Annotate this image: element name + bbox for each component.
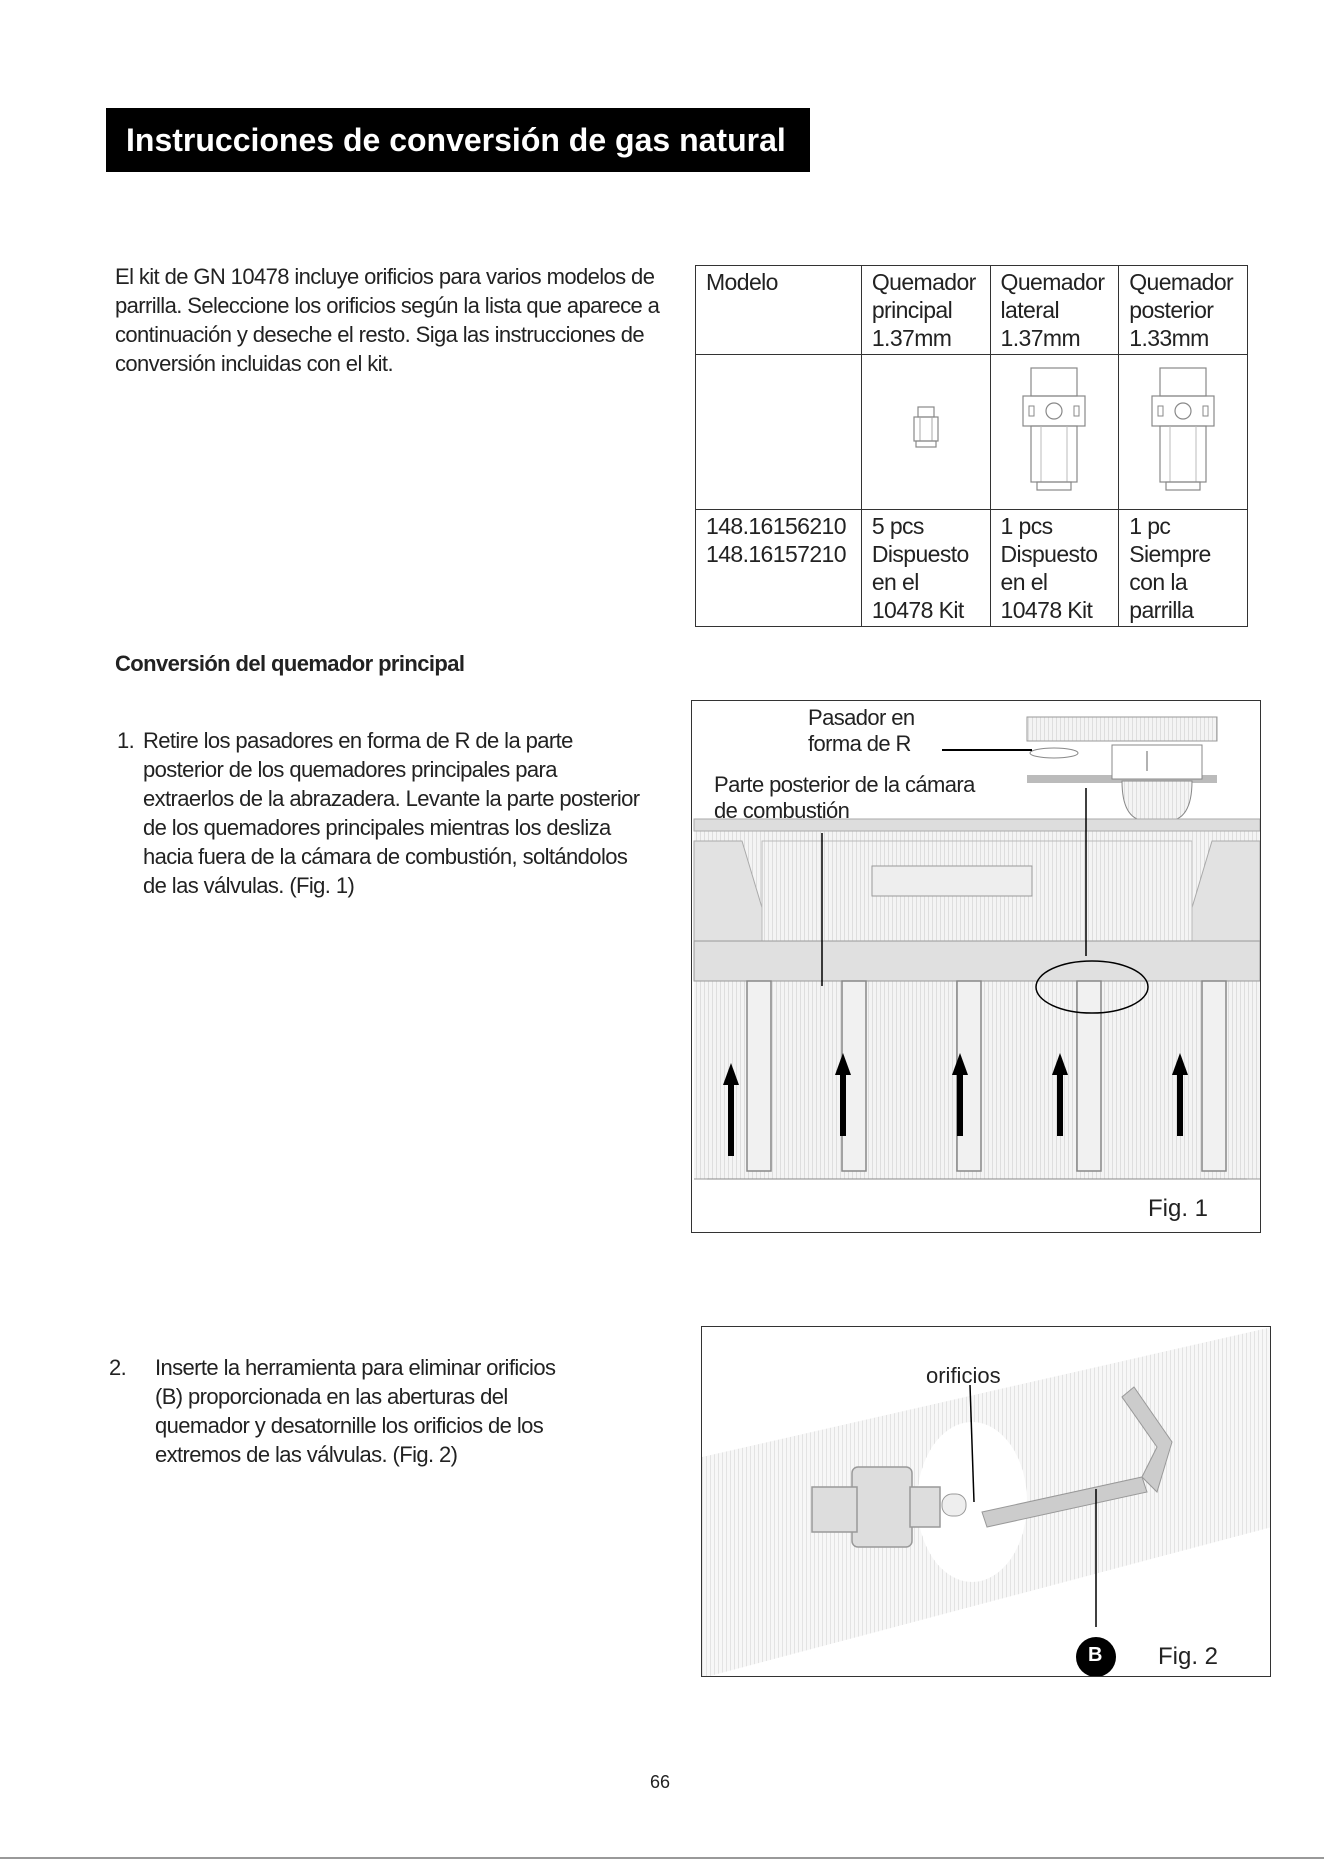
pin-label bbox=[808, 705, 915, 757]
large-orifice-icon bbox=[1148, 364, 1218, 494]
cell-line: Dispuesto bbox=[871, 541, 969, 567]
cell-line: 5 pcs bbox=[871, 513, 924, 539]
figure-caption: Fig. 1 bbox=[1148, 1195, 1209, 1222]
header-line: Quemador bbox=[1000, 269, 1105, 295]
header-line: principal bbox=[871, 297, 953, 323]
step-1 bbox=[117, 726, 657, 916]
figure-caption: Fig. 2 bbox=[1158, 1643, 1219, 1670]
step-text: Retire los pasadores en forma de R de la parte posterior de los quemadores principales para extraerlos de la abrazadera. Levante la parte posterior de los quemadores principales mientras los desliza hacia fuera de la cámara de combustión, soltándolos de las válvulas. (Fig. 1) bbox=[143, 728, 640, 898]
orifice-table bbox=[695, 265, 1248, 627]
large-orifice-icon bbox=[1019, 364, 1089, 494]
rear-burner-cell bbox=[1119, 510, 1248, 627]
badge-b: B bbox=[1088, 1644, 1103, 1666]
page-number: 66 bbox=[650, 1772, 671, 1792]
header-side-burner bbox=[990, 266, 1119, 355]
page-title: Instrucciones de conversión de gas natural bbox=[106, 108, 810, 172]
model-cell bbox=[696, 510, 862, 627]
header-model bbox=[696, 266, 862, 355]
label-line: forma de R bbox=[808, 731, 911, 756]
table-header-row bbox=[696, 266, 1248, 355]
cell-line: parrilla bbox=[1129, 597, 1194, 623]
table-data-row bbox=[696, 510, 1248, 627]
step-text: Inserte la herramienta para eliminar orificios (B) proporcionada en las aberturas del quemador y desatornille los orificios de los extremos de las válvulas. (Fig. 2) bbox=[155, 1355, 556, 1467]
step-number: 1. bbox=[117, 728, 135, 753]
main-burner-cell bbox=[861, 510, 990, 627]
header-line: Quemador bbox=[1129, 269, 1234, 295]
cell-line: Dispuesto bbox=[1000, 541, 1098, 567]
section-heading: Conversión del quemador principal bbox=[115, 651, 465, 676]
header-line: lateral bbox=[1000, 297, 1059, 323]
chamber-label bbox=[714, 772, 975, 824]
bottom-rule bbox=[0, 1857, 1324, 1859]
intro-paragraph: El kit de GN 10478 incluye orificios para varios modelos de parrilla. Seleccione los orificios según la lista que aparece a continuación y deseche el resto. Siga las instrucciones de conversión incluidas con el kit. bbox=[115, 264, 660, 376]
main-orifice-cell bbox=[861, 355, 990, 510]
header-line: Quemador bbox=[871, 269, 976, 295]
header-line: 1.33mm bbox=[1129, 325, 1209, 351]
small-orifice-icon bbox=[906, 399, 946, 459]
side-orifice-cell bbox=[990, 355, 1119, 510]
header-line: Modelo bbox=[706, 269, 778, 295]
header-line: posterior bbox=[1129, 297, 1214, 323]
label-line: Pasador en bbox=[808, 705, 915, 730]
side-burner-cell bbox=[990, 510, 1119, 627]
cell-line: 148.16157210 bbox=[706, 541, 846, 567]
header-main-burner bbox=[861, 266, 990, 355]
step-number: 2. bbox=[109, 1355, 127, 1380]
header-line: 1.37mm bbox=[1000, 325, 1081, 351]
cell-line: 1 pcs bbox=[1000, 513, 1053, 539]
cell-line: 10478 Kit bbox=[871, 597, 964, 623]
empty-cell bbox=[696, 355, 862, 510]
label-line: de combustión bbox=[714, 798, 850, 823]
orifice-label: orificios bbox=[926, 1363, 1001, 1388]
cell-line: en el bbox=[1000, 569, 1048, 595]
label-line: Parte posterior de la cámara bbox=[714, 772, 975, 797]
cell-line: en el bbox=[871, 569, 919, 595]
cell-line: Siempre bbox=[1129, 541, 1211, 567]
cell-line: 148.16156210 bbox=[706, 513, 846, 539]
header-line: 1.37mm bbox=[871, 325, 952, 351]
table-image-row bbox=[696, 355, 1248, 510]
rear-orifice-cell bbox=[1119, 355, 1248, 510]
cell-line: con la bbox=[1129, 569, 1188, 595]
cell-line: 1 pc bbox=[1129, 513, 1171, 539]
cell-line: 10478 Kit bbox=[1000, 597, 1093, 623]
header-rear-burner bbox=[1119, 266, 1248, 355]
figure-1 bbox=[691, 700, 1261, 1233]
step-2 bbox=[109, 1353, 589, 1493]
figure-2 bbox=[701, 1326, 1271, 1677]
